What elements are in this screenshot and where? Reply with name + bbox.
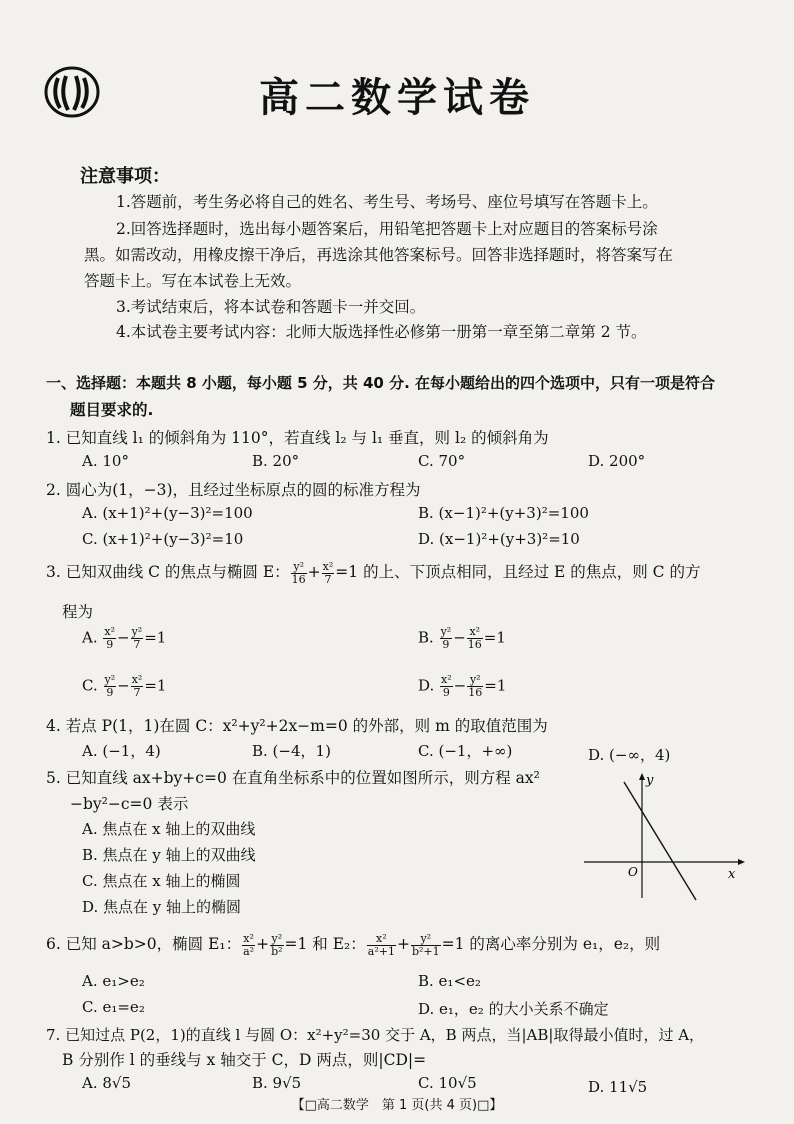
q7-stem: 7. 已知过点 P(2，1)的直线 l 与圆 O：x²+y²=30 交于 A，B 两点，当|AB|取得最小值时，过 A， [46,1026,705,1044]
q3-stem: 3. 已知双曲线 C 的焦点与椭圆 E： $\frac{\text{y²}}{16}$ + $\frac{\text{x²}}{7}$ =1 的上、下顶点相同，且经过 E 的焦点，则 C 的方 [46,559,701,586]
q7-stem-cont: B 分别作 l 的垂线与 x 轴交于 C，D 两点，则|CD|= [62,1051,427,1069]
notice-line: 黑。如需改动，用橡皮擦干净后，再选涂其他答案标号。回答非选择题时，将答案写在 [84,246,674,264]
y-axis-label: y [646,773,654,788]
notice-line: 2.回答选择题时，选出每小题答案后，用铅笔把答题卡上对应题目的答案标号涂 [116,220,658,238]
x-axis-arrow-icon [738,859,745,865]
q6-option-d: D. e₁，e₂ 的大小关系不确定 [418,1000,609,1018]
q5-stem: 5. 已知直线 ax+by+c=0 在直角坐标系中的位置如图所示，则方程 ax² [46,769,540,787]
q7-option-b: B. 9√5 [252,1074,302,1092]
fraction: $\frac{\text{x²}}{7}$ [322,559,334,586]
q7-option-a: A. 8√5 [82,1074,132,1092]
section-heading-cont: 题目要求的. [70,401,154,419]
page-footer: 【□高二数学 第 1 页(共 4 页)□】 [291,1098,503,1113]
q5-stem-cont: −by²−c=0 表示 [70,795,189,813]
section-heading: 一、选择题：本题共 8 小题，每小题 5 分，共 40 分. 在每小题给出的四个选项中，只有一项是符合 [46,374,716,392]
notice-heading: 注意事项： [80,166,170,187]
notice-line: 4.本试卷主要考试内容：北师大版选择性必修第一册第一章至第二章第 2 节。 [116,323,647,341]
q1-option-c: C. 70° [418,452,466,470]
q4-option-d: D. (−∞，4) [588,746,671,764]
q6-option-b: B. e₁<e₂ [418,972,481,990]
notice-line: 答题卡上。写在本试卷上无效。 [84,272,302,290]
q2-option-a: A. (x+1)²+(y−3)²=100 [82,504,253,522]
q2-option-d: D. (x−1)²+(y+3)²=10 [418,530,580,548]
q6-stem: 6. 已知 a>b>0，椭圆 E₁： $\frac{\text{x²}}{\text{a²}}$ + $\frac{\text{y²}}{\text{b²}}$ =1 和 E₂： $\frac{\text{x²}}{\text{a²+1}}$ + $\frac{\text{y²}}{\text{b²+1}}$ =1 的离心率分别为 e₁，e₂，则 [46,931,661,958]
q2-option-b: B. (x−1)²+(y+3)²=100 [418,504,589,522]
q4-option-a: A. (−1，4) [82,742,161,760]
fraction: $\frac{\text{y²}}{16}$ [291,559,306,586]
q1-option-b: B. 20° [252,452,300,470]
q1-option-a: A. 10° [82,452,129,470]
x-axis-label: x [728,867,736,882]
q2-option-c: C. (x+1)²+(y−3)²=10 [82,530,244,548]
line-ax-by-c [624,782,696,900]
q6-option-c: C. e₁=e₂ [82,998,145,1016]
notice-line: 3.考试结束后，将本试卷和答题卡一并交回。 [116,298,426,316]
notice-line: 1.答题前，考生务必将自己的姓名、考生号、考场号、座位号填写在答题卡上。 [116,193,658,211]
q3-option-c: C. $\frac{\text{y²}}{9}$ − $\frac{\text{x²}}{7}$ =1 [82,673,167,699]
q5-option-b: B. 焦点在 y 轴上的双曲线 [82,846,256,864]
q1-option-d: D. 200° [588,452,646,470]
q3-option-a: A. $\frac{\text{x²}}{9}$ − $\frac{\text{y²}}{7}$ =1 [82,625,167,651]
q5-option-c: C. 焦点在 x 轴上的椭圆 [82,872,241,890]
q3-option-d: D. $\frac{\text{x²}}{9}$ − $\frac{\text{y²}}{16}$ =1 [418,673,507,699]
q5-option-a: A. 焦点在 x 轴上的双曲线 [82,820,256,838]
q3-stem-cont: 程为 [62,603,94,621]
q7-option-c: C. 10√5 [418,1074,477,1092]
q4-stem: 4. 若点 P(1，1)在圆 C：x²+y²+2x−m=0 的外部，则 m 的取值范围为 [46,717,548,735]
q1-stem: 1. 已知直线 l₁ 的倾斜角为 110°，若直线 l₂ 与 l₁ 垂直，则 l₂ 的倾斜角为 [46,429,549,447]
page-title: 高二数学试卷 [259,75,535,121]
q3-option-b: B. $\frac{\text{y²}}{9}$ − $\frac{\text{x²}}{16}$ =1 [418,625,506,651]
y-axis-arrow-icon [639,773,645,780]
q6-option-a: A. e₁>e₂ [82,972,145,990]
line-graph-figure [578,768,748,902]
q5-option-d: D. 焦点在 y 轴上的椭圆 [82,898,242,916]
q7-option-d: D. 11√5 [588,1078,648,1096]
q4-option-b: B. (−4，1) [252,742,331,760]
origin-label: O [628,865,638,879]
q4-option-c: C. (−1，+∞) [418,742,513,760]
q2-stem: 2. 圆心为(1，−3)，且经过坐标原点的圆的标准方程为 [46,481,421,499]
